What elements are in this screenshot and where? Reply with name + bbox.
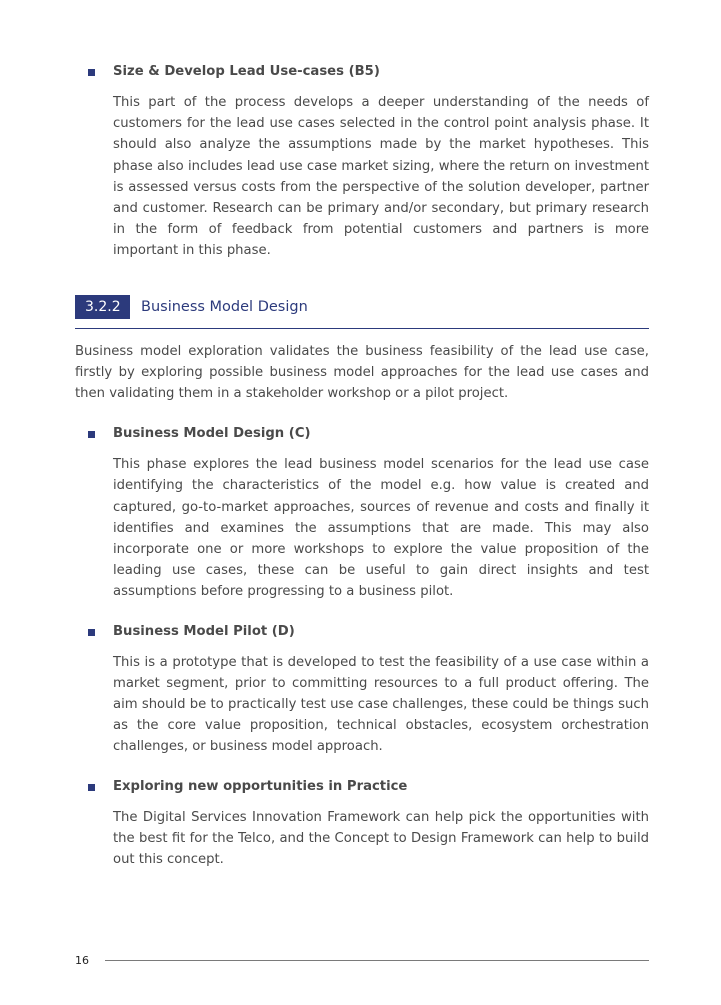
page-footer [75,953,649,969]
bullet-paragraph: This part of the process develops a deeper understanding of the needs of customers for the lead use cases selected in the control point analysis phase. It should also analyze the assumptions made by the market hypotheses. This phase also includes lead use case market sizing, where the return on investment is assessed versus costs from the perspective of the solution developer, partner and customer. Research can be primary and/or secondary, but primary research in the form of feedback from potential customers and partners is more important in this phase. [113,95,649,259]
square-bullet-icon [88,784,95,791]
bullet-heading [75,622,649,642]
bullet-title: Size & Develop Lead Use-cases (B5) [113,64,380,79]
section-title: Business Model Design [141,298,308,315]
bullet-paragraph: The Digital Services Innovation Framework can help pick the opportunities with the best fit for the Telco, and the Concept to Design Framework can help to build out this concept. [113,809,649,868]
page-content [75,62,649,870]
section-heading [75,295,649,329]
section-number-badge: 3.2.2 [75,295,130,319]
section-intro-paragraph: Business model exploration validates the business feasibility of the lead use case, firstly by exploring possible business model approaches for the lead use cases and then validating them in a stakeholder workshop or a pilot project. [75,343,649,402]
footer-divider [105,960,649,961]
bullet-paragraph: This phase explores the lead business model scenarios for the lead use case identifying the characteristics of the model e.g. how value is created and captured, go-to-market approaches, sources of revenue and costs and finally it identifies and examines the assumptions that are made. This may also incorporate one or more workshops to explore the value proposition of the leading use cases, these can be useful to gain direct insights and test assumptions before progressing to a business pilot. [113,457,649,600]
bullet-section-business-model-pilot [75,622,649,758]
bullet-heading [75,424,649,444]
page-number: 16 [75,954,89,967]
bullet-paragraph: This is a prototype that is developed to test the feasibility of a use case within a market segment, prior to committing resources to a full product offering. The aim should be to practically test use case challenges, these could be things such as the core value proposition, technical obstacles, ecosystem orchestration challenges, or business model approach. [113,654,649,755]
bullet-section-exploring-opportunities [75,777,649,871]
bullet-title: Business Model Pilot (D) [113,623,295,639]
bullet-heading [75,62,649,82]
bullet-section-business-model-design [75,424,649,602]
bullet-title: Business Model Design (C) [113,426,311,442]
square-bullet-icon [88,69,95,76]
bullet-heading [75,777,649,797]
bullet-title: Exploring new opportunities in Practice [113,778,408,794]
bullet-section-size-develop [75,62,649,262]
square-bullet-icon [88,629,95,636]
square-bullet-icon [88,431,95,438]
